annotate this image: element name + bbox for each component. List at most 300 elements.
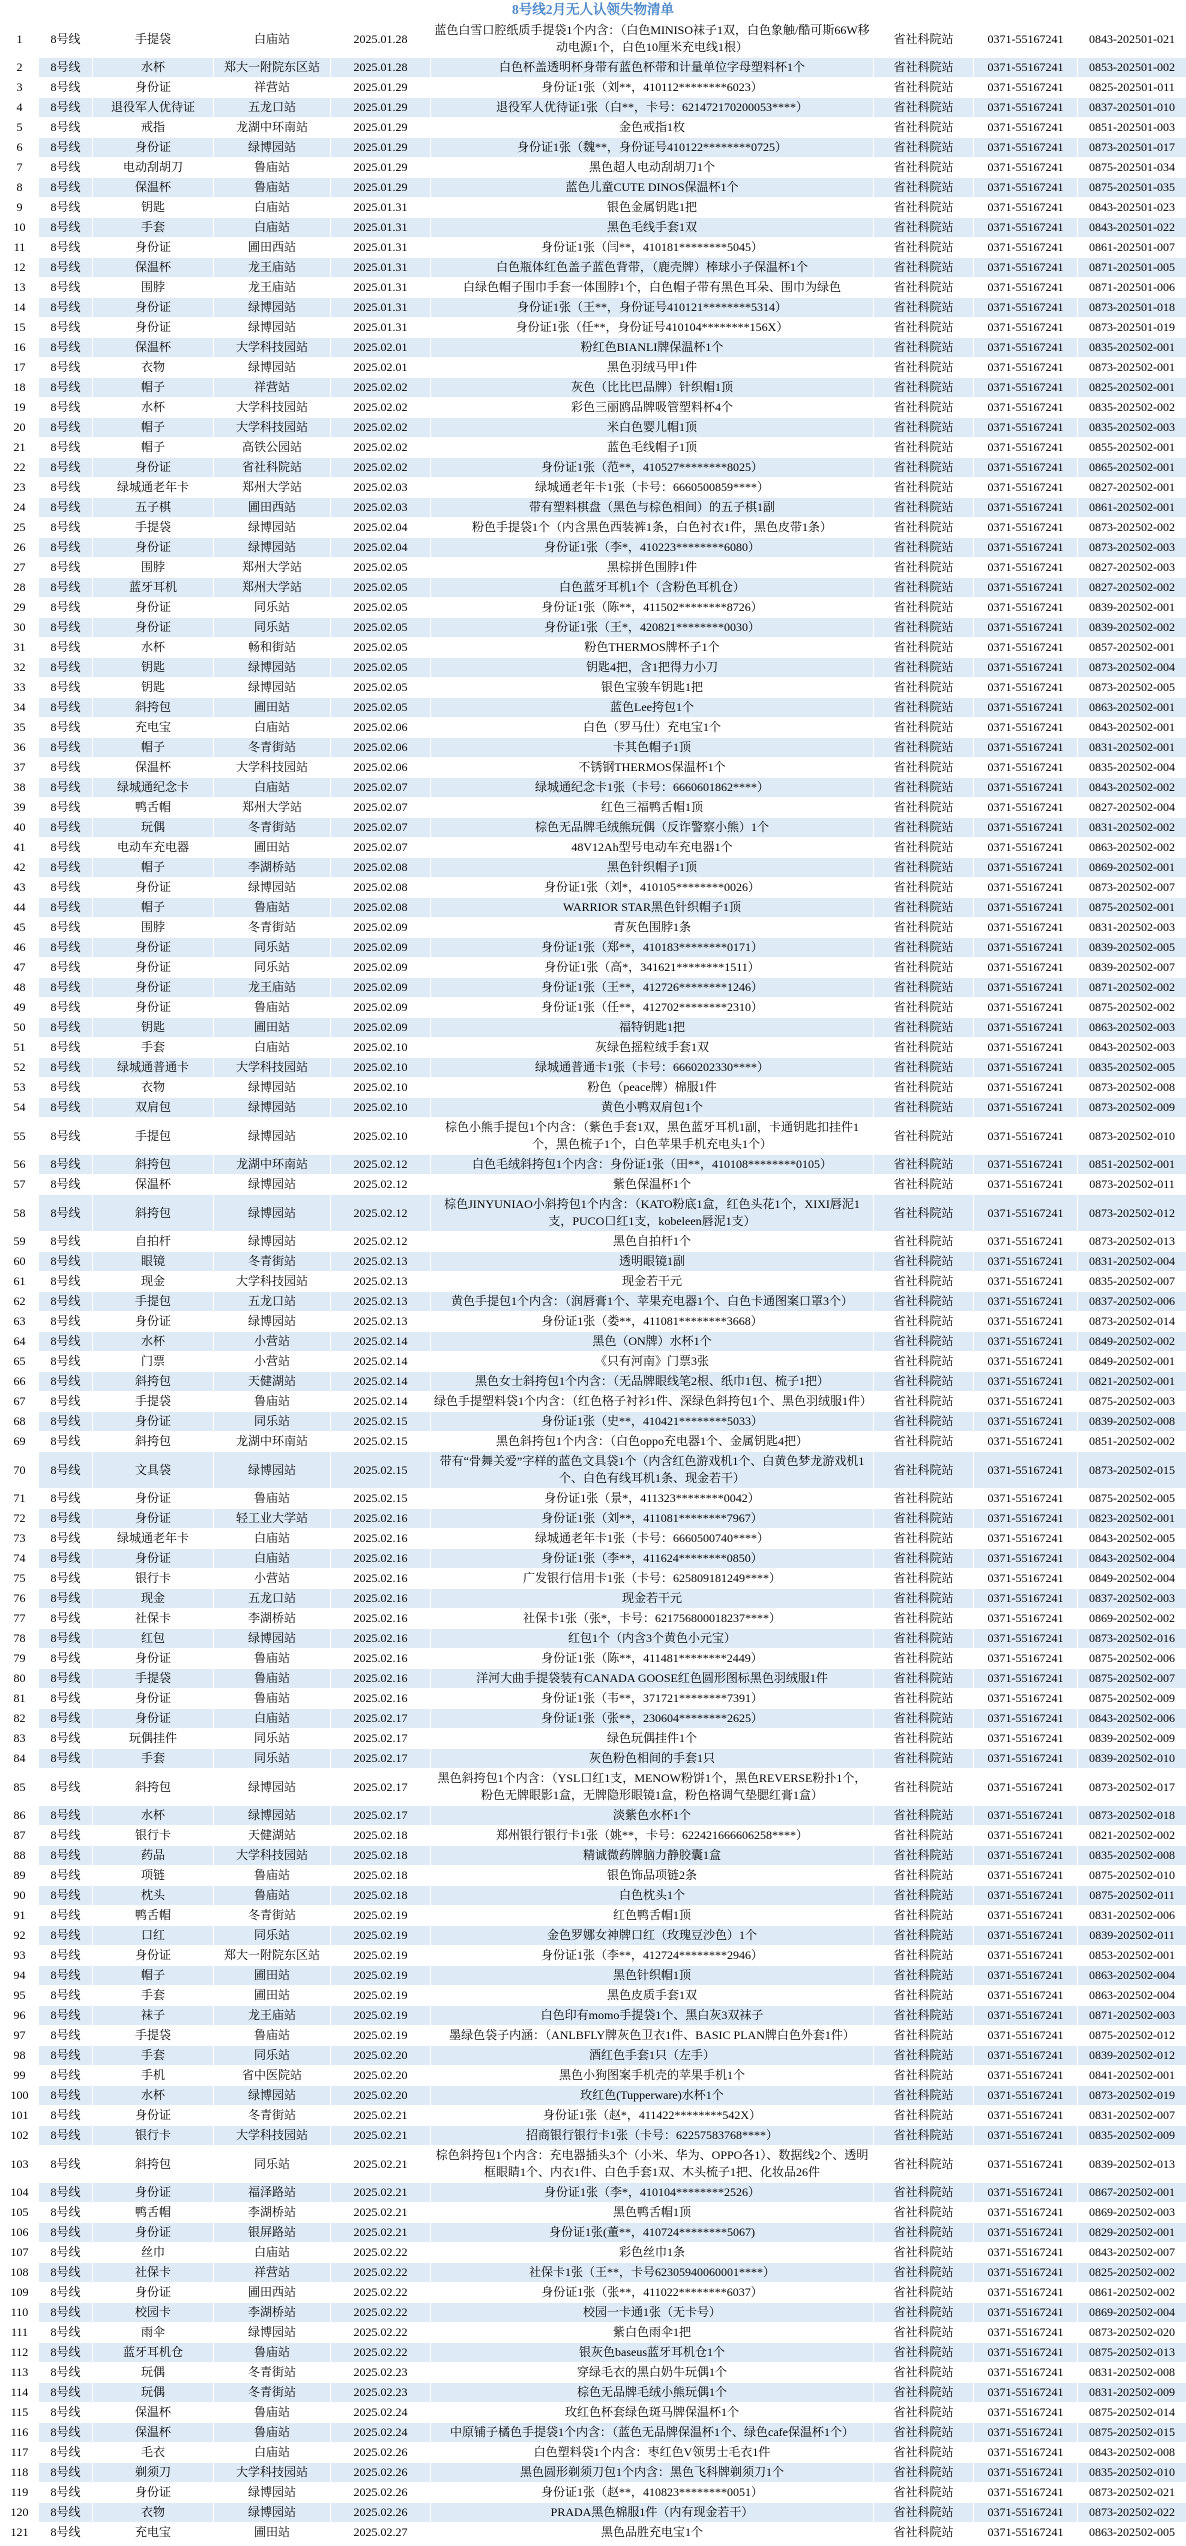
- item-description: 墨绿色袋子内涵：（ANLBFLY牌灰色卫衣1件、BASIC PLAN牌白色外套1件）: [431, 2026, 874, 2046]
- line-name: 8号线: [39, 2263, 93, 2283]
- contact-phone: 0371-55167241: [974, 1038, 1078, 1058]
- found-date: 2025.02.05: [331, 638, 431, 658]
- item-description: 带有塑料棋盘（黑色与棕色相间）的五子棋1副: [431, 498, 874, 518]
- station-name: 鲁庙站: [214, 1689, 331, 1709]
- item-code: 0839-202502-010: [1078, 1749, 1186, 1769]
- table-row: [1, 2323, 1186, 2343]
- line-name: 8号线: [39, 1292, 93, 1312]
- item-name: 水杯: [93, 638, 214, 658]
- contact-phone: 0371-55167241: [974, 878, 1078, 898]
- item-name: 身份证: [93, 318, 214, 338]
- row-number: 25: [1, 518, 39, 538]
- station-name: 白庙站: [214, 2243, 331, 2263]
- claim-unit: 省社科院站: [874, 1098, 974, 1118]
- claim-unit: 省社科院站: [874, 2503, 974, 2523]
- found-date: 2025.02.19: [331, 1986, 431, 2006]
- item-description: 退役军人优待证1张（白**，卡号：621472170200053****）: [431, 98, 874, 118]
- row-number: 12: [1, 258, 39, 278]
- station-name: 鲁庙站: [214, 1669, 331, 1689]
- station-name: 白庙站: [214, 21, 331, 58]
- claim-unit: 省社科院站: [874, 258, 974, 278]
- item-name: 身份证: [93, 938, 214, 958]
- item-code: 0835-202502-002: [1078, 398, 1186, 418]
- item-code: 0851-202502-001: [1078, 1155, 1186, 1175]
- contact-phone: 0371-55167241: [974, 1589, 1078, 1609]
- station-name: 同乐站: [214, 598, 331, 618]
- contact-phone: 0371-55167241: [974, 2106, 1078, 2126]
- item-description: 身份证1张（张**，230604********2625）: [431, 1709, 874, 1729]
- row-number: 2: [1, 58, 39, 78]
- claim-unit: 省社科院站: [874, 1078, 974, 1098]
- row-number: 13: [1, 278, 39, 298]
- station-name: 福泽路站: [214, 2183, 331, 2203]
- item-description: 金色罗娜女神牌口红（玫瑰豆沙色）1个: [431, 1926, 874, 1946]
- table-row: [1, 1529, 1186, 1549]
- item-name: 手套: [93, 1749, 214, 1769]
- found-date: 2025.02.05: [331, 598, 431, 618]
- table-row: [1, 1946, 1186, 1966]
- table-row: [1, 98, 1186, 118]
- claim-unit: 省社科院站: [874, 658, 974, 678]
- item-code: 0875-202501-035: [1078, 178, 1186, 198]
- contact-phone: 0371-55167241: [974, 1926, 1078, 1946]
- found-date: 2025.02.15: [331, 1432, 431, 1452]
- station-name: 绿博园站: [214, 518, 331, 538]
- line-name: 8号线: [39, 1906, 93, 1926]
- item-code: 0875-202502-010: [1078, 1866, 1186, 1886]
- found-date: 2025.02.23: [331, 2383, 431, 2403]
- line-name: 8号线: [39, 2443, 93, 2463]
- item-description: 身份证1张（李*，410104********2526）: [431, 2183, 874, 2203]
- table-row: [1, 2046, 1186, 2066]
- contact-phone: 0371-55167241: [974, 2283, 1078, 2303]
- table-row: [1, 878, 1186, 898]
- station-name: 李湖桥站: [214, 1609, 331, 1629]
- line-name: 8号线: [39, 2403, 93, 2423]
- found-date: 2025.02.10: [331, 1098, 431, 1118]
- line-name: 8号线: [39, 1729, 93, 1749]
- row-number: 23: [1, 478, 39, 498]
- station-name: 冬青街站: [214, 818, 331, 838]
- item-code: 0863-202502-003: [1078, 1018, 1186, 1038]
- row-number: 3: [1, 78, 39, 98]
- found-date: 2025.02.26: [331, 2443, 431, 2463]
- station-name: 绿博园站: [214, 2086, 331, 2106]
- item-name: 帽子: [93, 438, 214, 458]
- row-number: 35: [1, 718, 39, 738]
- contact-phone: 0371-55167241: [974, 658, 1078, 678]
- item-code: 0839-202502-002: [1078, 618, 1186, 638]
- station-name: 绿博园站: [214, 2483, 331, 2503]
- table-row: [1, 1749, 1186, 1769]
- claim-unit: 省社科院站: [874, 1232, 974, 1252]
- row-number: 101: [1, 2106, 39, 2126]
- item-description: 黑色针织帽1顶: [431, 1966, 874, 1986]
- table-row: [1, 158, 1186, 178]
- contact-phone: 0371-55167241: [974, 1769, 1078, 1806]
- row-number: 70: [1, 1452, 39, 1489]
- item-code: 0821-202502-001: [1078, 1372, 1186, 1392]
- item-description: 身份证1张（史**，410421********5033）: [431, 1412, 874, 1432]
- item-name: 充电宝: [93, 718, 214, 738]
- item-name: 毛衣: [93, 2443, 214, 2463]
- item-name: 手套: [93, 1038, 214, 1058]
- item-description: 黄色小鸭双肩包1个: [431, 1098, 874, 1118]
- item-description: 身份证1张(董**，410724********5067): [431, 2223, 874, 2243]
- station-name: 白庙站: [214, 778, 331, 798]
- contact-phone: 0371-55167241: [974, 78, 1078, 98]
- item-name: 斜挎包: [93, 1769, 214, 1806]
- item-name: 钥匙: [93, 198, 214, 218]
- line-name: 8号线: [39, 2343, 93, 2363]
- line-name: 8号线: [39, 1195, 93, 1232]
- table-row: [1, 1155, 1186, 1175]
- item-code: 0849-202502-004: [1078, 1569, 1186, 1589]
- claim-unit: 省社科院站: [874, 1769, 974, 1806]
- item-code: 0863-202502-004: [1078, 1986, 1186, 2006]
- item-description: 棕色斜挎包1个内含：充电器插头3个（小米、华为、OPPO各1）、数据线2个、透明框眼睛1个、内衣1件、白色手套1双、木头梳子1把、化妆品26件: [431, 2146, 874, 2183]
- table-row: [1, 1806, 1186, 1826]
- item-code: 0831-202502-006: [1078, 1906, 1186, 1926]
- contact-phone: 0371-55167241: [974, 1946, 1078, 1966]
- item-description: 带有“骨舞关爱”字样的蓝色文具袋1个（内含红色游戏机1个、白黄色梦龙游戏机1个、白色有线耳机1条、现金若干）: [431, 1452, 874, 1489]
- item-code: 0835-202502-007: [1078, 1272, 1186, 1292]
- table-row: [1, 1769, 1186, 1806]
- item-code: 0875-202502-002: [1078, 998, 1186, 1018]
- line-name: 8号线: [39, 2126, 93, 2146]
- contact-phone: 0371-55167241: [974, 1332, 1078, 1352]
- item-description: 不锈钢THERMOS保温杯1个: [431, 758, 874, 778]
- item-code: 0825-202501-011: [1078, 78, 1186, 98]
- table-row: [1, 2146, 1186, 2183]
- item-name: 身份证: [93, 1549, 214, 1569]
- item-name: 红包: [93, 1629, 214, 1649]
- item-description: 蓝色毛线帽子1顶: [431, 438, 874, 458]
- item-name: 水杯: [93, 1806, 214, 1826]
- station-name: 鲁庙站: [214, 2423, 331, 2443]
- row-number: 100: [1, 2086, 39, 2106]
- item-code: 0843-202502-007: [1078, 2243, 1186, 2263]
- claim-unit: 省社科院站: [874, 978, 974, 998]
- line-name: 8号线: [39, 98, 93, 118]
- item-code: 0839-202502-012: [1078, 2046, 1186, 2066]
- line-name: 8号线: [39, 118, 93, 138]
- contact-phone: 0371-55167241: [974, 158, 1078, 178]
- item-description: 身份证1张（魏**，身份证号410122********0725）: [431, 138, 874, 158]
- item-description: 《只有河南》门票3张: [431, 1352, 874, 1372]
- line-name: 8号线: [39, 978, 93, 998]
- station-name: 鲁庙站: [214, 2343, 331, 2363]
- station-name: 绿博园站: [214, 678, 331, 698]
- row-number: 32: [1, 658, 39, 678]
- item-name: 绿城通老年卡: [93, 1529, 214, 1549]
- claim-unit: 省社科院站: [874, 198, 974, 218]
- table-row: [1, 658, 1186, 678]
- claim-unit: 省社科院站: [874, 358, 974, 378]
- claim-unit: 省社科院站: [874, 2046, 974, 2066]
- item-description: 身份证1张（景*，411323********0042）: [431, 1489, 874, 1509]
- table-row: [1, 1352, 1186, 1372]
- line-name: 8号线: [39, 2106, 93, 2126]
- line-name: 8号线: [39, 718, 93, 738]
- contact-phone: 0371-55167241: [974, 278, 1078, 298]
- row-number: 50: [1, 1018, 39, 1038]
- row-number: 103: [1, 2146, 39, 2183]
- line-name: 8号线: [39, 1312, 93, 1332]
- row-number: 38: [1, 778, 39, 798]
- row-number: 108: [1, 2263, 39, 2283]
- item-name: 斜挎包: [93, 1372, 214, 1392]
- item-description: 身份证1张（闫**，410181********5045）: [431, 238, 874, 258]
- contact-phone: 0371-55167241: [974, 138, 1078, 158]
- claim-unit: 省社科院站: [874, 2323, 974, 2343]
- item-description: 绿城通纪念卡1张（卡号：6660601862****）: [431, 778, 874, 798]
- contact-phone: 0371-55167241: [974, 1529, 1078, 1549]
- station-name: 冬青街站: [214, 2106, 331, 2126]
- table-row: [1, 1709, 1186, 1729]
- item-name: 自拍杆: [93, 1232, 214, 1252]
- item-name: 电动车充电器: [93, 838, 214, 858]
- line-name: 8号线: [39, 1412, 93, 1432]
- table-row: [1, 778, 1186, 798]
- table-row: [1, 458, 1186, 478]
- found-date: 2025.02.02: [331, 378, 431, 398]
- row-number: 79: [1, 1649, 39, 1669]
- claim-unit: 省社科院站: [874, 2006, 974, 2026]
- contact-phone: 0371-55167241: [974, 1272, 1078, 1292]
- item-description: 身份证1张（赵**，410823********0051）: [431, 2483, 874, 2503]
- line-name: 8号线: [39, 198, 93, 218]
- item-code: 0861-202502-002: [1078, 2283, 1186, 2303]
- claim-unit: 省社科院站: [874, 98, 974, 118]
- table-row: [1, 2126, 1186, 2146]
- claim-unit: 省社科院站: [874, 1195, 974, 1232]
- table-row: [1, 1886, 1186, 1906]
- item-description: 身份证1张（郑**，410183********0171）: [431, 938, 874, 958]
- station-name: 龙王庙站: [214, 2006, 331, 2026]
- line-name: 8号线: [39, 1589, 93, 1609]
- item-description: 身份证1张（李*，410223********6080）: [431, 538, 874, 558]
- found-date: 2025.02.09: [331, 998, 431, 1018]
- row-number: 14: [1, 298, 39, 318]
- found-date: 2025.02.10: [331, 1058, 431, 1078]
- found-date: 2025.02.22: [331, 2343, 431, 2363]
- claim-unit: 省社科院站: [874, 2223, 974, 2243]
- station-name: 鲁庙站: [214, 2403, 331, 2423]
- item-description: 黑色品胜充电宝1个: [431, 2523, 874, 2543]
- item-description: 白色毛绒斜挎包1个内含：身份证1张（田**，410108********0105）: [431, 1155, 874, 1175]
- line-name: 8号线: [39, 478, 93, 498]
- line-name: 8号线: [39, 21, 93, 58]
- station-name: 祥营站: [214, 78, 331, 98]
- row-number: 117: [1, 2443, 39, 2463]
- line-name: 8号线: [39, 1886, 93, 1906]
- item-description: 现金若干元: [431, 1272, 874, 1292]
- contact-phone: 0371-55167241: [974, 1098, 1078, 1118]
- contact-phone: 0371-55167241: [974, 1986, 1078, 2006]
- contact-phone: 0371-55167241: [974, 918, 1078, 938]
- station-name: 银屏路站: [214, 2223, 331, 2243]
- item-code: 0873-202502-005: [1078, 678, 1186, 698]
- claim-unit: 省社科院站: [874, 1292, 974, 1312]
- row-number: 119: [1, 2483, 39, 2503]
- claim-unit: 省社科院站: [874, 1709, 974, 1729]
- line-name: 8号线: [39, 1609, 93, 1629]
- station-name: 绿博园站: [214, 1118, 331, 1155]
- contact-phone: 0371-55167241: [974, 1252, 1078, 1272]
- line-name: 8号线: [39, 1038, 93, 1058]
- item-name: 文具袋: [93, 1452, 214, 1489]
- row-number: 33: [1, 678, 39, 698]
- found-date: 2025.02.04: [331, 518, 431, 538]
- row-number: 28: [1, 578, 39, 598]
- table-row: [1, 838, 1186, 858]
- item-description: 白色印有momo手提袋1个、黑白灰3双袜子: [431, 2006, 874, 2026]
- station-name: 冬青街站: [214, 2363, 331, 2383]
- line-name: 8号线: [39, 2086, 93, 2106]
- claim-unit: 省社科院站: [874, 278, 974, 298]
- line-name: 8号线: [39, 998, 93, 1018]
- item-code: 0875-202502-013: [1078, 2343, 1186, 2363]
- item-code: 0825-202502-002: [1078, 2263, 1186, 2283]
- station-name: 郑州大学站: [214, 798, 331, 818]
- line-name: 8号线: [39, 78, 93, 98]
- item-name: 玩偶: [93, 2383, 214, 2403]
- item-description: 身份证1张（赵*，411422********542X）: [431, 2106, 874, 2126]
- station-name: 鲁庙站: [214, 1649, 331, 1669]
- row-number: 99: [1, 2066, 39, 2086]
- station-name: 省社科院站: [214, 458, 331, 478]
- item-code: 0835-202502-004: [1078, 758, 1186, 778]
- line-name: 8号线: [39, 1058, 93, 1078]
- row-number: 36: [1, 738, 39, 758]
- found-date: 2025.02.05: [331, 558, 431, 578]
- item-name: 绿城通老年卡: [93, 478, 214, 498]
- line-name: 8号线: [39, 1769, 93, 1806]
- table-row: [1, 1866, 1186, 1886]
- found-date: 2025.02.21: [331, 2106, 431, 2126]
- contact-phone: 0371-55167241: [974, 1609, 1078, 1629]
- found-date: 2025.02.15: [331, 1452, 431, 1489]
- contact-phone: 0371-55167241: [974, 2403, 1078, 2423]
- claim-unit: 省社科院站: [874, 1155, 974, 1175]
- row-number: 71: [1, 1489, 39, 1509]
- station-name: 冬青街站: [214, 918, 331, 938]
- item-name: 社保卡: [93, 1609, 214, 1629]
- item-name: 现金: [93, 1589, 214, 1609]
- contact-phone: 0371-55167241: [974, 1886, 1078, 1906]
- table-row: [1, 1232, 1186, 1252]
- table-row: [1, 1058, 1186, 1078]
- contact-phone: 0371-55167241: [974, 2086, 1078, 2106]
- item-name: 鸭舌帽: [93, 2203, 214, 2223]
- row-number: 8: [1, 178, 39, 198]
- item-description: 金色戒指1枚: [431, 118, 874, 138]
- line-name: 8号线: [39, 1509, 93, 1529]
- item-description: 粉色手提袋1个（内含黑色西装裤1条，白色衬衣1件，黑色皮带1条）: [431, 518, 874, 538]
- item-name: 雨伞: [93, 2323, 214, 2343]
- table-row: [1, 1986, 1186, 2006]
- line-name: 8号线: [39, 1352, 93, 1372]
- item-code: 0863-202502-001: [1078, 698, 1186, 718]
- item-code: 0853-202501-002: [1078, 58, 1186, 78]
- contact-phone: 0371-55167241: [974, 1392, 1078, 1412]
- station-name: 高铁公园站: [214, 438, 331, 458]
- claim-unit: 省社科院站: [874, 498, 974, 518]
- station-name: 同乐站: [214, 2046, 331, 2066]
- line-name: 8号线: [39, 318, 93, 338]
- claim-unit: 省社科院站: [874, 118, 974, 138]
- item-name: 枕头: [93, 1886, 214, 1906]
- claim-unit: 省社科院站: [874, 1749, 974, 1769]
- item-code: 0839-202502-008: [1078, 1412, 1186, 1432]
- item-code: 0835-202502-010: [1078, 2463, 1186, 2483]
- station-name: 龙王庙站: [214, 278, 331, 298]
- item-name: 帽子: [93, 898, 214, 918]
- item-code: 0875-202502-014: [1078, 2403, 1186, 2423]
- station-name: 小营站: [214, 1569, 331, 1589]
- contact-phone: 0371-55167241: [974, 21, 1078, 58]
- found-date: 2025.02.22: [331, 2283, 431, 2303]
- item-description: 黑色羽绒马甲1件: [431, 358, 874, 378]
- found-date: 2025.02.17: [331, 1769, 431, 1806]
- item-code: 0863-202502-004: [1078, 1966, 1186, 1986]
- found-date: 2025.02.21: [331, 2126, 431, 2146]
- contact-phone: 0371-55167241: [974, 1195, 1078, 1232]
- table-row: [1, 1118, 1186, 1155]
- item-code: 0875-202502-012: [1078, 2026, 1186, 2046]
- item-description: 身份证1张（李**，411624********0850）: [431, 1549, 874, 1569]
- item-description: 粉色THERMOS牌杯子1个: [431, 638, 874, 658]
- station-name: 同乐站: [214, 938, 331, 958]
- item-description: 身份证1张（范**，410527********8025）: [431, 458, 874, 478]
- contact-phone: 0371-55167241: [974, 898, 1078, 918]
- line-name: 8号线: [39, 1649, 93, 1669]
- item-code: 0863-202502-005: [1078, 2523, 1186, 2543]
- table-row: [1, 738, 1186, 758]
- claim-unit: 省社科院站: [874, 2086, 974, 2106]
- table-row: [1, 1078, 1186, 1098]
- row-number: 114: [1, 2383, 39, 2403]
- contact-phone: 0371-55167241: [974, 458, 1078, 478]
- item-name: 衣物: [93, 1078, 214, 1098]
- found-date: 2025.02.10: [331, 1078, 431, 1098]
- contact-phone: 0371-55167241: [974, 438, 1078, 458]
- item-name: 社保卡: [93, 2263, 214, 2283]
- found-date: 2025.02.19: [331, 1966, 431, 1986]
- table-row: [1, 898, 1186, 918]
- row-number: 1: [1, 21, 39, 58]
- claim-unit: 省社科院站: [874, 478, 974, 498]
- item-name: 身份证: [93, 2483, 214, 2503]
- item-description: 灰色（比比巴品牌）针织帽1顶: [431, 378, 874, 398]
- station-name: 鲁庙站: [214, 1489, 331, 1509]
- found-date: 2025.02.14: [331, 1332, 431, 1352]
- lost-items-table: [0, 20, 1186, 2543]
- line-name: 8号线: [39, 2243, 93, 2263]
- contact-phone: 0371-55167241: [974, 1806, 1078, 1826]
- claim-unit: 省社科院站: [874, 818, 974, 838]
- item-code: 0843-202502-006: [1078, 1709, 1186, 1729]
- line-name: 8号线: [39, 1629, 93, 1649]
- item-code: 0873-202502-020: [1078, 2323, 1186, 2343]
- item-description: 青灰色围脖1条: [431, 918, 874, 938]
- item-name: 钥匙: [93, 1018, 214, 1038]
- table-row: [1, 1926, 1186, 1946]
- found-date: 2025.02.23: [331, 2363, 431, 2383]
- item-description: 黑色女士斜挎包1个内含：（无品牌眼线笔2根、纸巾1包、梳子1把）: [431, 1372, 874, 1392]
- station-name: 冬青街站: [214, 1252, 331, 1272]
